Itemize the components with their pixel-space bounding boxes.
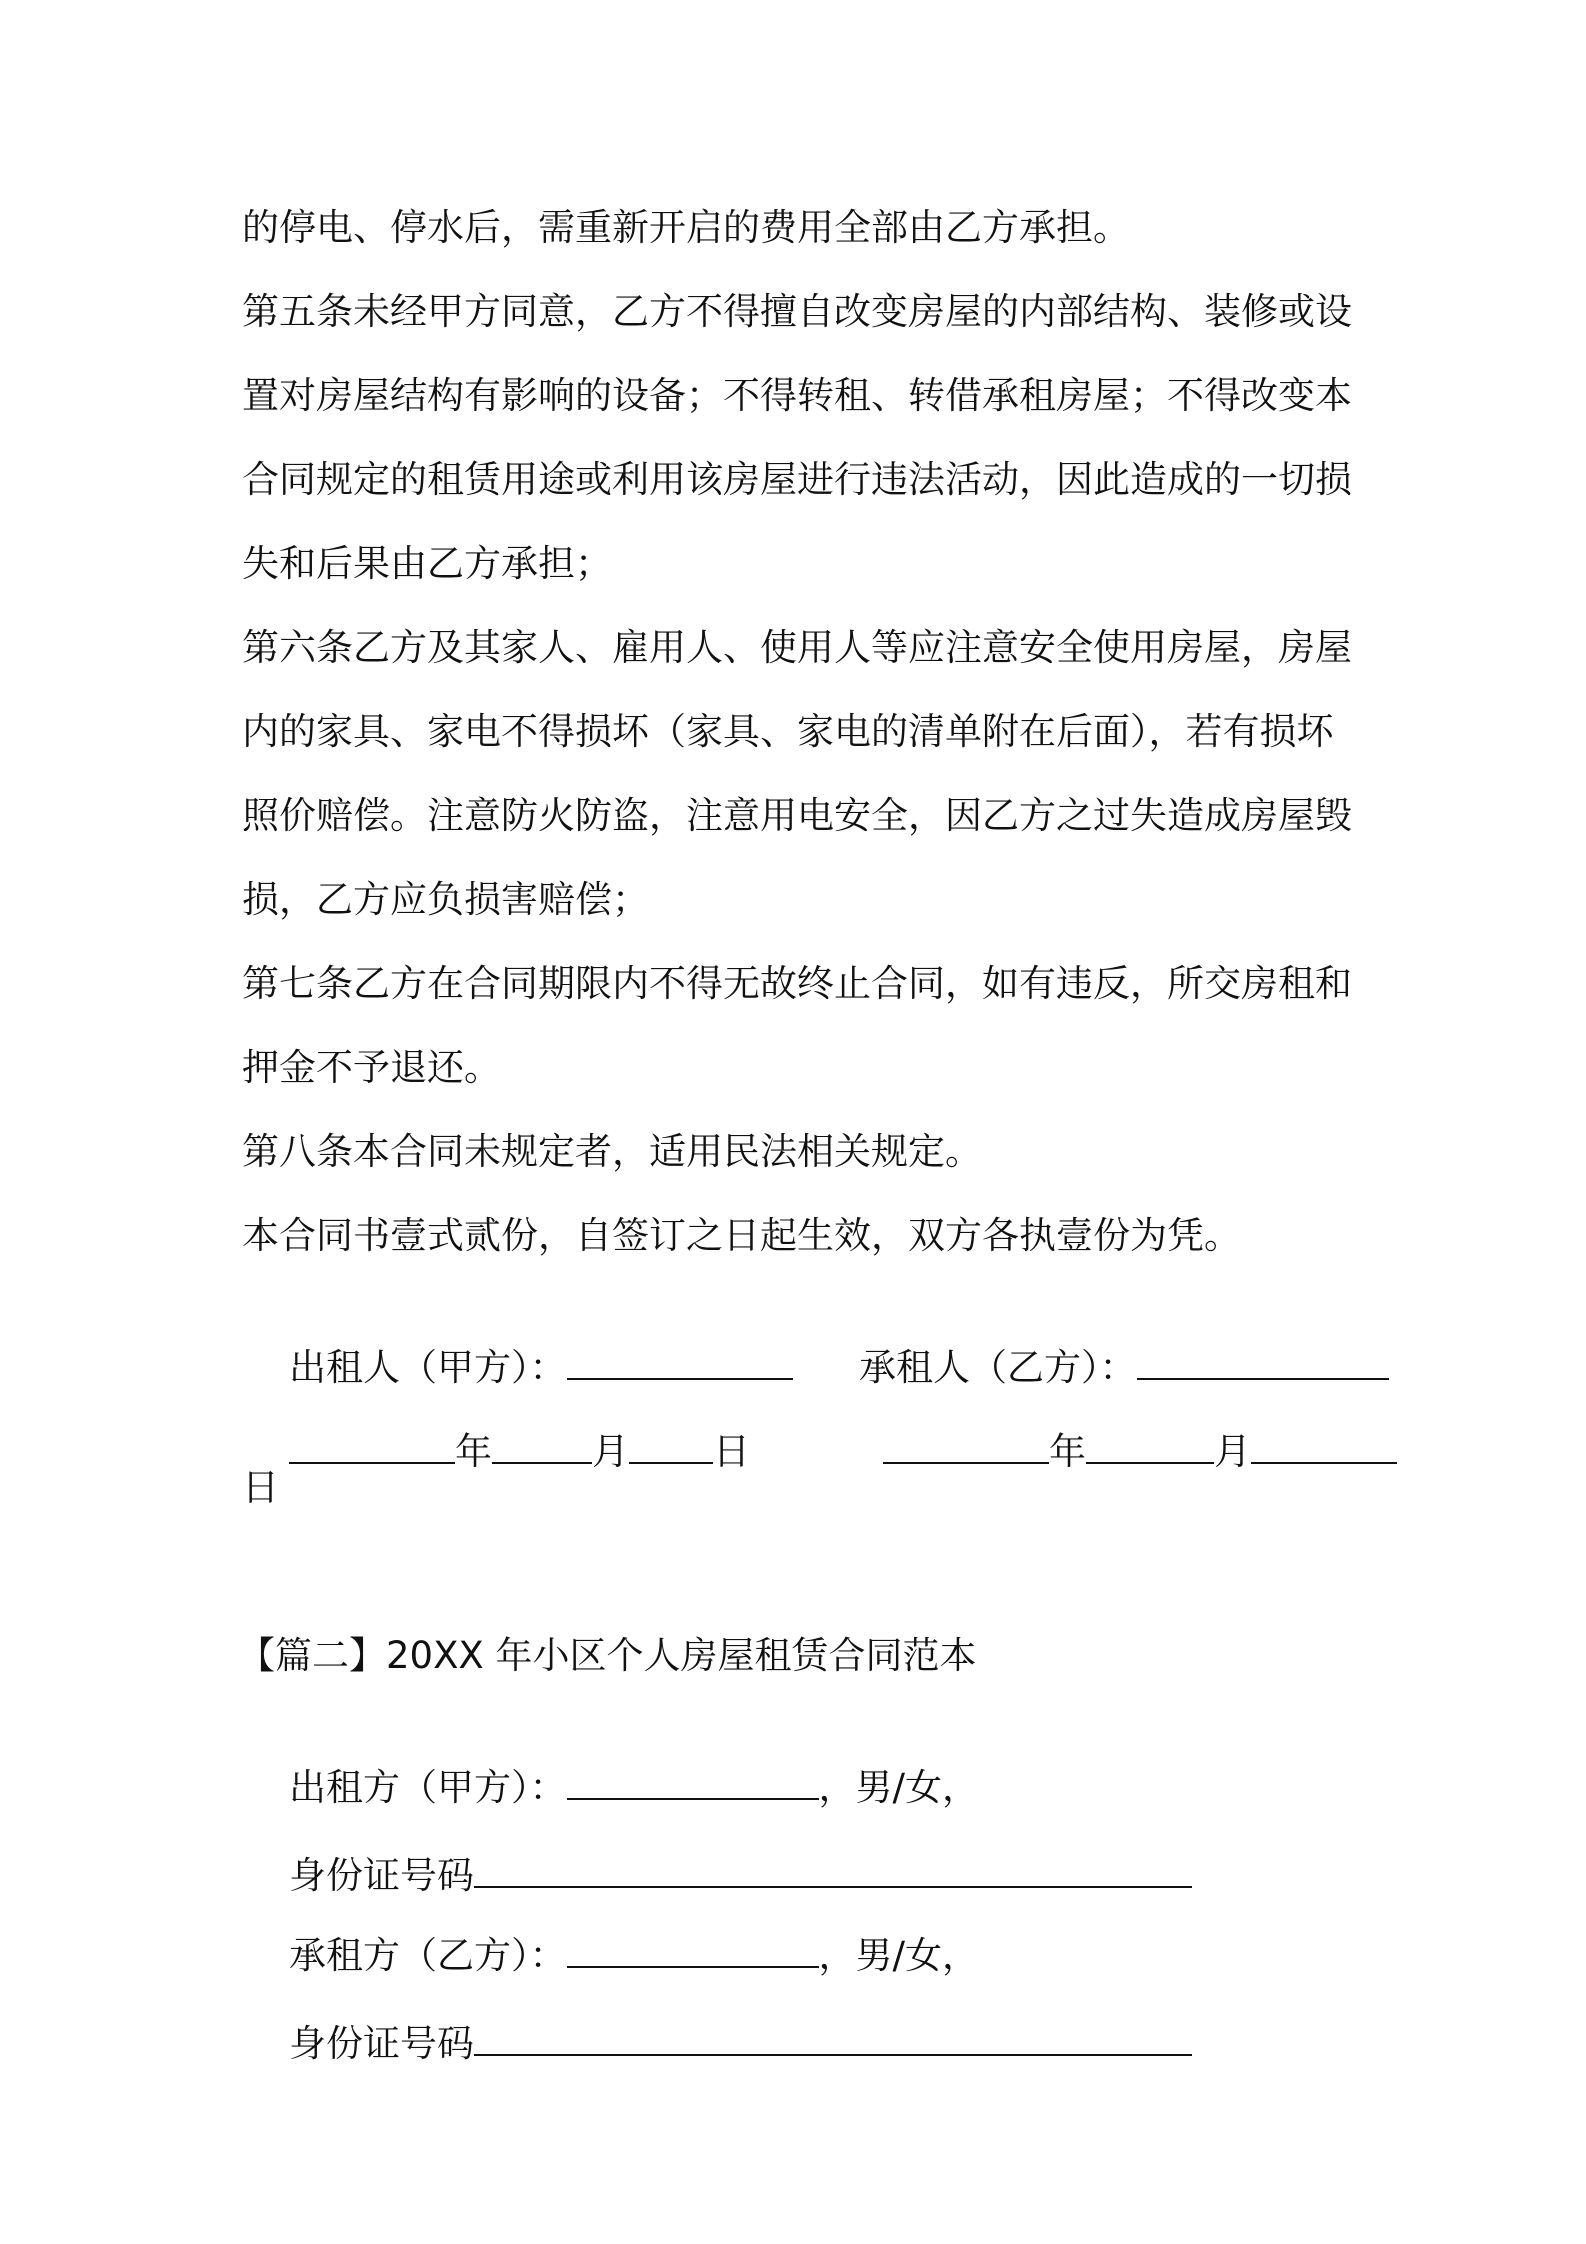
lessee-year-blank[interactable] [883,1432,1049,1464]
lessor-month-blank[interactable] [492,1432,592,1464]
paragraph-line: 失和后果由乙方承担； [242,542,612,585]
lessee-month-blank[interactable] [1086,1432,1214,1464]
paragraph-line: 的停电、停水后，需重新开启的费用全部由乙方承担。 [242,206,1130,249]
lessor-date-row [242,1380,750,1524]
section-heading: 【篇二】20XX 年小区个人房屋租赁合同范本 [238,1634,977,1677]
paragraph-line: 置对房屋结构有影响的设备；不得转租、转借承租房屋；不得改变本 [242,374,1352,417]
paragraph-line: 照价赔偿。注意防火防盗，注意用电安全，因乙方之过失造成房屋毁 [242,794,1352,837]
paragraph-line: 损，乙方应负损害赔偿； [242,878,649,921]
month-label: 月 [1214,1430,1252,1473]
lessee-name-blank[interactable] [567,1936,819,1968]
paragraph-line: 合同规定的租赁用途或利用该房屋进行违法活动，因此造成的一切损 [242,458,1352,501]
gender-option: ，男/女， [818,1766,980,1809]
lessor-signature-blank[interactable] [567,1348,793,1380]
lessor-year-blank[interactable] [289,1432,455,1464]
paragraph-line: 第八条本合同未规定者，适用民法相关规定。 [242,1130,982,1173]
lessor-name-blank[interactable] [567,1768,819,1800]
lessee-id-blank[interactable] [474,2024,1192,2056]
lessee-day-label: 日 [242,1466,279,1509]
year-label: 年 [455,1430,493,1473]
paragraph-line: 第六条乙方及其家人、雇用人、使用人等应注意安全使用房屋，房屋 [242,626,1352,669]
lessee-party-label: 承租方（乙方）： [289,1934,567,1977]
lessor-label: 出租人（甲方）： [289,1346,567,1389]
gender-option: ，男/女， [818,1934,980,1977]
lessor-party-label: 出租方（甲方）： [289,1766,567,1809]
id-number-label: 身份证号码 [289,2022,475,2065]
lessee-day-blank[interactable] [1251,1432,1397,1464]
lessee-label: 承租人（乙方）： [859,1346,1137,1389]
lessee-date-row [836,1380,1397,1524]
month-label: 月 [592,1430,630,1473]
lessor-day-blank[interactable] [629,1432,713,1464]
paragraph-line: 押金不予退还。 [242,1046,501,1089]
id-number-label: 身份证号码 [289,1854,475,1897]
paragraph-line: 本合同书壹式贰份，自签订之日起生效，双方各执壹份为凭。 [242,1214,1241,1257]
year-label: 年 [1049,1430,1087,1473]
paragraph-line: 第五条未经甲方同意，乙方不得擅自改变房屋的内部结构、装修或设 [242,290,1352,333]
paragraph-line: 第七条乙方在合同期限内不得无故终止合同，如有违反，所交房租和 [242,962,1352,1005]
lessee-id-row [242,1972,1192,2116]
paragraph-line: 内的家具、家电不得损坏（家具、家电的清单附在后面），若有损坏 [242,710,1334,753]
lessee-signature-blank[interactable] [1137,1348,1389,1380]
day-label: 日 [713,1430,751,1473]
